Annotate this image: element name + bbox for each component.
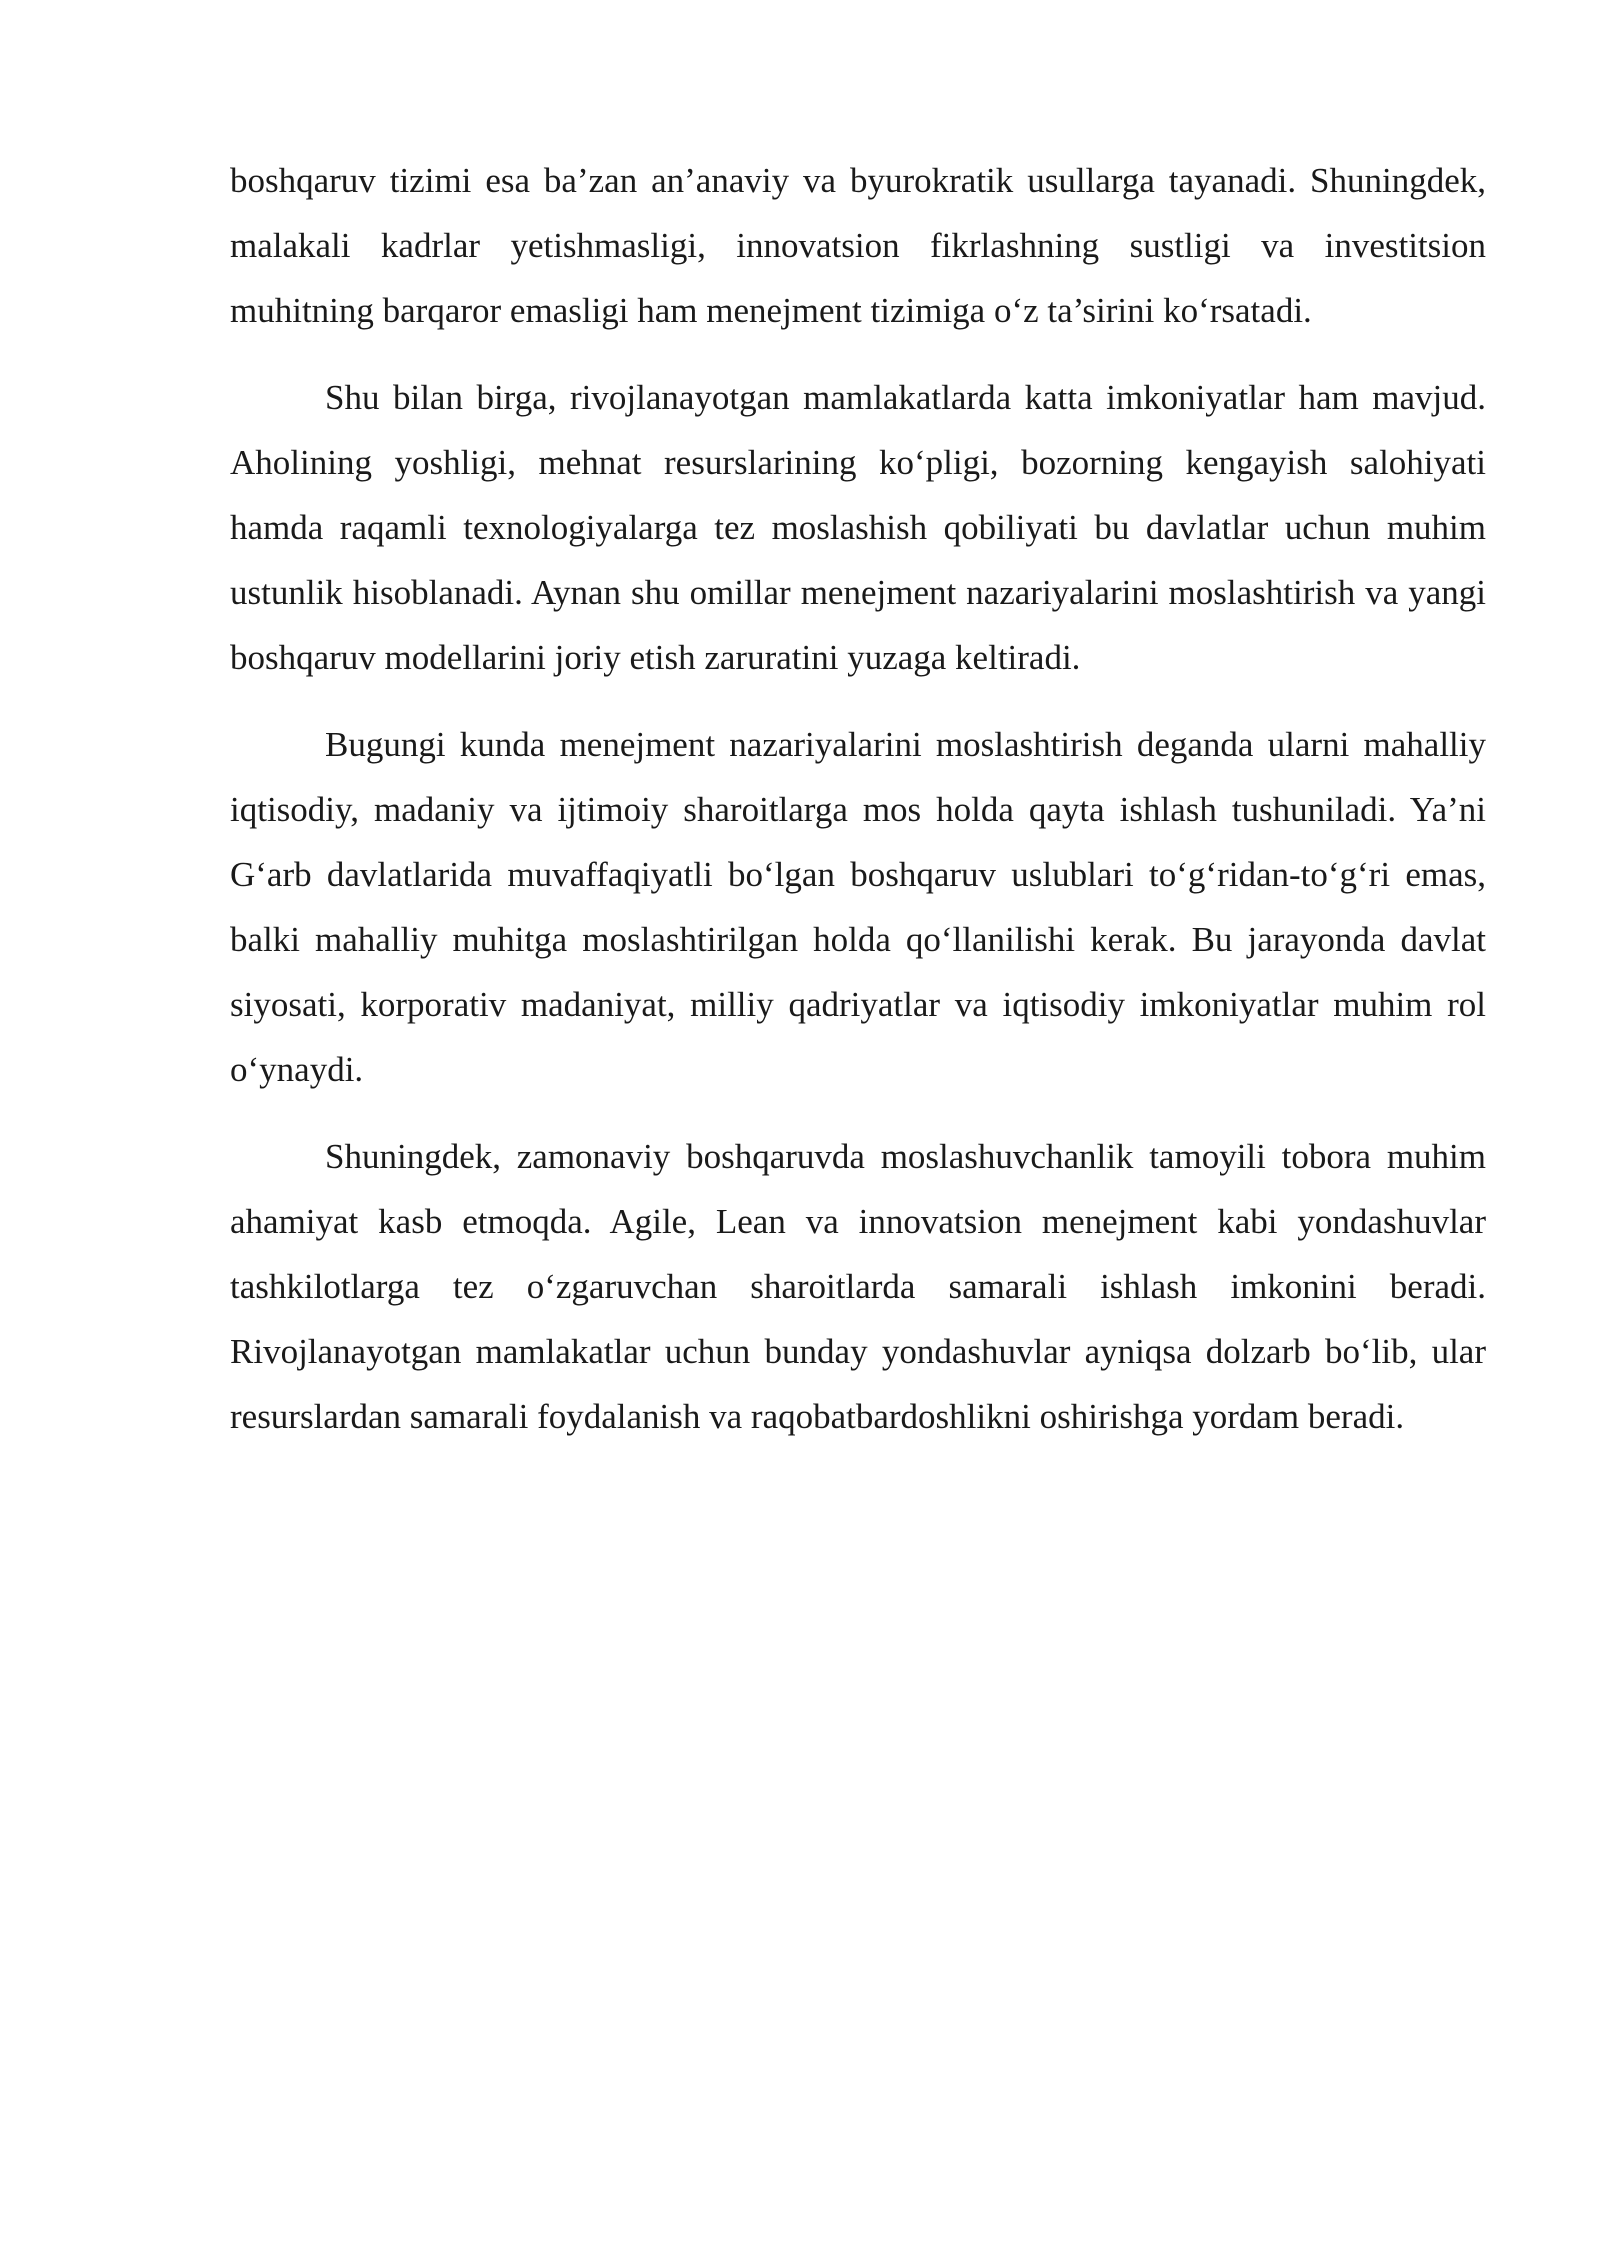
paragraph-3: Bugungi kunda menejment nazariyalarini moslashtirish deganda ularni mahalliy iqtisodiy, madaniy va ijtimoiy sharoitlarga mos holda qayta ishlash tushuniladi. Ya’ni G‘arb davlatlarida muvaffaqiyatli bo‘lgan boshqaruv uslublari to‘g‘ridan-to‘g‘ri emas, balki mahalliy muhitga moslashtirilgan holda qo‘llanilishi kerak. Bu jarayonda davlat siyosati, korporativ madaniyat, milliy qadriyatlar va iqtisodiy imkoniyatlar muhim rol o‘ynaydi.	[230, 725, 1486, 1089]
paragraph-1: boshqaruv tizimi esa ba’zan an’anaviy va byurokratik usullarga tayanadi. Shuningdek, malakali kadrlar yetishmasligi, innovatsion fikrlashning sustligi va investitsion muhitning barqaror emasligi ham menejment tizimiga o‘z ta’sirini ko‘rsatadi.	[230, 161, 1486, 330]
paragraph-4: Shuningdek, zamonaviy boshqaruvda moslashuvchanlik tamoyili tobora muhim ahamiyat kasb etmoqda. Agile, Lean va innovatsion menejment kabi yondashuvlar tashkilotlarga tez o‘zgaruvchan sharoitlarda samarali ishlash imkonini beradi. Rivojlanayotgan mamlakatlar uchun bunday yondashuvlar ayniqsa dolzarb bo‘lib, ular resurslardan samarali foydalanish va raqobatbardoshlikni oshirishga yordam beradi.	[230, 1137, 1486, 1436]
document-body	[230, 148, 1486, 1471]
paragraph-2: Shu bilan birga, rivojlanayotgan mamlakatlarda katta imkoniyatlar ham mavjud. Aholining yoshligi, mehnat resurslarining ko‘pligi, bozorning kengayish salohiyati hamda raqamli texnologiyalarga tez moslashish qobiliyati bu davlatlar uchun muhim ustunlik hisoblanadi. Aynan shu omillar menejment nazariyalarini moslashtirish va yangi boshqaruv modellarini joriy etish zaruratini yuzaga keltiradi.	[230, 378, 1486, 677]
